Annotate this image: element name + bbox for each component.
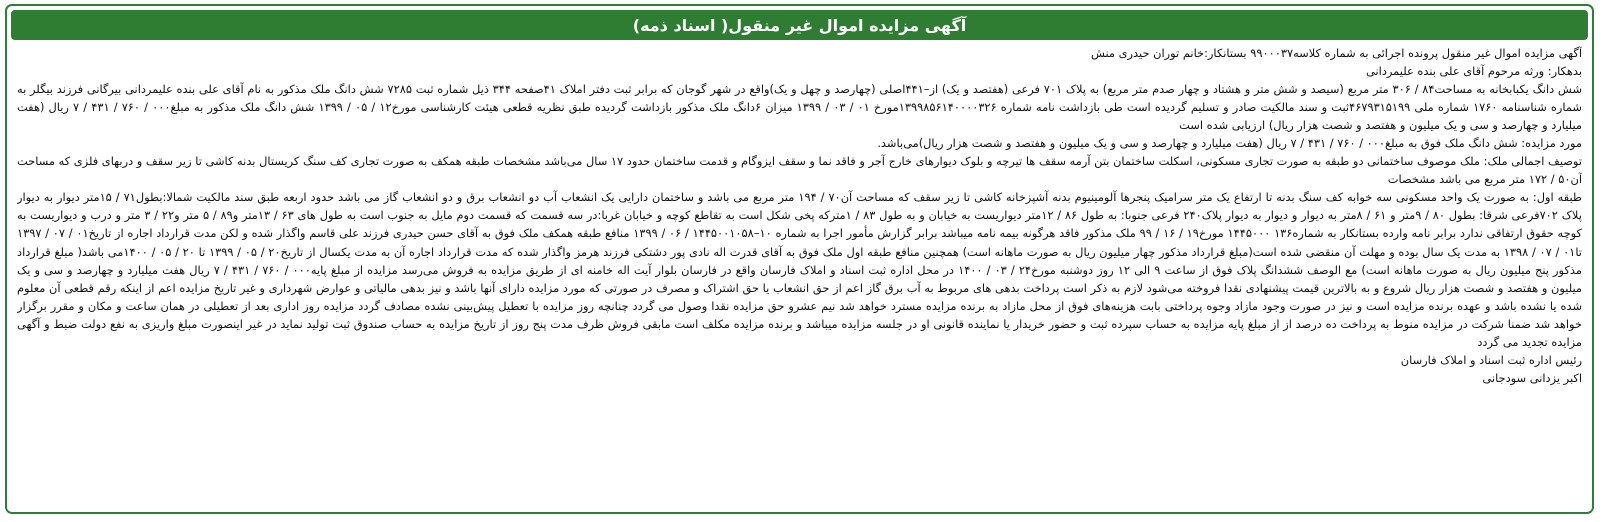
case-header: آگهی مزایده اموال غیر منقول پرونده اجرائی به شماره کلاسه۹۹۰۰۰۳۷ بستانکار:خانم توران حیدری منش xyxy=(1090,46,1582,60)
signature-title: رئیس اداره ثبت اسناد و املاک فارسان xyxy=(1400,352,1582,367)
brief-description: توصیف اجمالی ملک: ملک موصوف ساختمانی دو طبقه به صورت تجاری مسکونی، اسکلت ساختمان بتن آرمه سقف ها تیرچه و بلوک دیوارهای خارج آجر و فاقد نما و سقف ایزوگام و قدمت ساختمان حدود ۱۷ سال می‌باشد مشخصات طبقه همکف به صورت تجاری کف سنگ کریستال بدنه کاشی تا زیر سقف و دربهای فلزی که مساحت آن۵۰ / ۱۷۲ متر مربع می باشد مشخصات xyxy=(17,154,1582,187)
property-description: شش دانگ یکبابخانه به مساحت۸۴ / ۳۰۶ متر مربع (سیصد و شش متر و هشتاد و چهار صدم متر مربع) به پلاک ۷۰۱ فرعی (هفتصد و یک) از–۴۴۱اصلی (چهارصد و چهل و یک)واقع در شهر گوجان که برابر ثبت دفتر املاک ۴۱صفحه ۳۴۴ ذیل شماره ثبت ۷۲۸۵ شش دانگ ملک مذکور به نام آقای علی بنده علیمردانی بیرگانی فرزند بیگلر به شماره شناسنامه ۱۷۶۰ شماره ملی ۴۶۷۹۳۱۵۱۹۹ثبت و سند مالکیت صادر و تسلیم گردیده است طی بازداشت نامه شماره ۱۳۹۹۸۵۶۱۴۰۰۰۰۳۲۶مورخ ۰۱ / ۰۳ / ۱۳۹۹ میزان ۶دانگ ملک مذکور بازداشت گردیده طبق نظریه قطعی هیئت کارشناسی مورخ۱۲ / ۰۵ / ۱۳۹۹ شش دانگ ملک مذکور به مبلغ۰۰۰ / ۷۶۰ / ۴۳۱ / ۷ ریال (هفت میلیارد و چهارصد و سی و یک میلیون و هفتصد و شصت هزار ریال) ارزیابی شده است xyxy=(17,82,1582,133)
auction-subject: مورد مزایده: شش دانگ ملک فوق به مبلغ۰۰۰ / ۷۶۰ / ۴۳۱ / ۷ ریال (هفت میلیارد و چهارصد و سی و یک میلیون و هفتصد و شصت هزار ریال)می‌باشد. xyxy=(877,136,1582,151)
debtor-line: بدهکار: ورثه مرحوم آقای علی بنده علیمردانی xyxy=(1365,64,1582,79)
notice-title: آگهی مزایده اموال غیر منقول( اسناد ذمه) xyxy=(632,15,967,35)
title-bar xyxy=(11,10,1588,40)
signature-name: اکبر یزدانی سودجانی xyxy=(1482,370,1582,385)
notice-frame xyxy=(5,4,1594,514)
notice-body xyxy=(17,44,1582,508)
auction-terms: طبقه اول: به صورت یک واحد مسکونی سه خوابه کف سنگ بدنه تا ارتفاع یک متر سرامیک پنجرها آلومینیوم بدنه آشپزخانه کاشی تا زیر سقف که مساحت آن۷۰ / ۱۹۴ متر مربع می باشد و ساختمان دارایی یک انشعاب آب دو انشعاب برق و دو انشعاب گاز می باشد حدود اربعه طبق سند مالکیت شمالا:بطول۷۱ / ۱۵متر دیوار به دیوار پلاک ۷۰۲فرعی شرقا: بطول ۸۰ / ۹متر و ۶۱ / ۸متر به دیوار و دیوار به دیوار پلاک۲۴۰ فرعی جنوبا: به طول ۸۶ / ۱۲متر دیواریست به خیابان و به طول ۸۳ / ۱مترکه پخی شکل است به تقاطع کوچه و خیابان غربا:در سه قسمت که قسمت دوم مایل به جنوب است به طول های ۶۳ / ۱۳متر و۸۹ / ۵ متر و۲۲ / ۳ متر و درب و دیواریست به کوچه حقوق ارتفاقی ندارد برابر نامه وارده بستانکار به شماره۱۳۶ ۱۴۴۵۰۰۰ مورخ۱۹ / ۱۶ / ۹۹ ملک مذکور فاقد هرگونه بیمه نامه میباشد برابر گزارش مأمور اجرا به شماره ۱۰–۱۴۴۵۰۰۱۰۵۸ / ۰۶ / ۱۳۹۹ منافع طبقه همکف ملک فوق به آقای حسن حیدری فرزند علی قاسم واگذار شده و لکن مدت قرارداد اجاره از تاریخ۰۱ / ۰۷ / ۱۳۹۷ تا۰۱ / ۰۷ / ۱۳۹۸ به مدت یک سال بوده و مهلت آن منقضی شده است(مبلغ قرارداد مذکور چهار میلیون ریال به صورت ماهانه است) همچنین منافع طبقه اول ملک فوق به آقای قدرت اله نادی پور دشتکی فرزند هرمز واگذار شده که مدت قرارداد اجاره آن به مدت یکسال از تاریخ۲۰ / ۰۵ / ۱۳۹۹ تا ۲۰ / ۰۵ / ۱۴۰۰می باشد( مبلغ قرارداد مذکور پنج میلیون ریال به صورت ماهانه است) مع الوصف ششدانگ پلاک فوق از ساعت ۹ الی ۱۲ روز دوشنبه مورخ۲۴ / ۰۳ / ۱۴۰۰ در محل اداره ثبت اسناد و املاک فارسان واقع در فارسان بلوار آیت اله خامنه ای از طریق مزایده به فروش می‌رسد مزایده از مبلغ پایه۰۰۰ / ۷۶۰ / ۴۳۱ / ۷ ریال هفت میلیارد و چهارصد و سی و یک میلیون و هفتصد و شصت هزار ریال شروع و به بالاترین قیمت پیشنهادی نقدا فروخته می‌شود لازم به ذکر است پرداخت بدهی های مربوط به آب برق گاز اعم از حق انشعاب یا حق اشتراک و مصرف در صورتی که مورد مزایده دارای آنها باشد و نیز بدهی مالیاتی و عوارض شهرداری و غیر تاریخ مزایده اعم از اینکه رقم قطعی آن معلوم شده یا نشده باشد و عهده برنده مزایده است و نیز در صورت وجود مازاد وجوه پرداختی بابت هزینه‌های فوق از محل مازاد به برنده مزایده مسترد خواهد شد نیم عشرو حق مزایده نقدا وصول می گردد چنانچه روز مزایده با تعطیل پیش‌بینی نشده مصادف گردد مزایده روز اداری بعد از تعطیلی در همان ساعت و مکان و مقرر برگزار خواهد شد ضمنا شرکت در مزایده منوط به پرداخت ده درصد از از مبلغ پایه مزایده به حساب سپرده ثبت و حضور خریدار یا نماینده قانونی او در جلسه مزایده میباشد و برنده مزایده مکلف است مابقی فروش ظرف مدت پنج روز از تاریخ مزایده به حساب صندوق ثبت تولید نماید در غیر اینصورت مبلغ واریزی به نفع دولت ضبط و آگهی مزایده تجدید می گردد xyxy=(17,190,1582,349)
